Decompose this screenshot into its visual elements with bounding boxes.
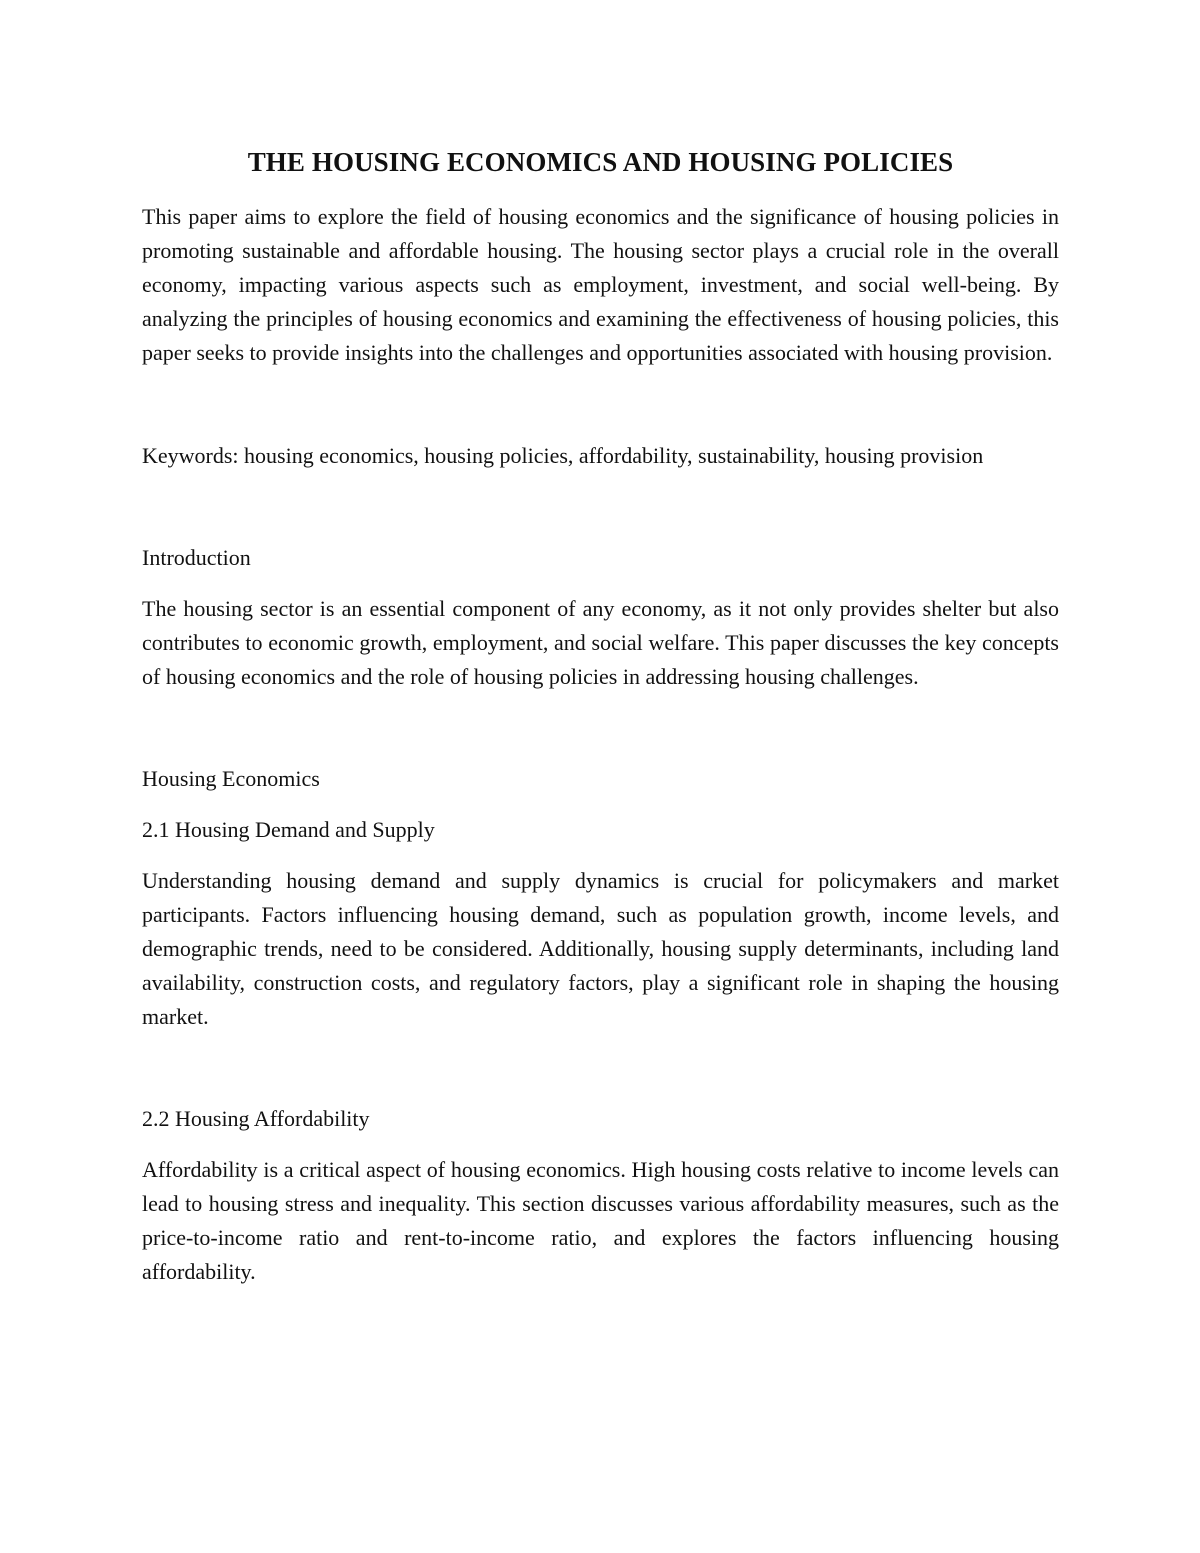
keywords-paragraph: Keywords: housing economics, housing policies, affordability, sustainability, housing provision — [142, 443, 984, 468]
document-content — [142, 140, 1059, 1289]
introduction-heading: Introduction — [142, 545, 251, 570]
section-2-1-paragraph: Understanding housing demand and supply dynamics is crucial for policymakers and market participants. Factors influencing housing demand, such as population growth, income levels, and demographic trends, need to be considered. Additionally, housing supply determinants, including land availability, construction costs, and regulatory factors, play a significant role in shaping the housing market. — [142, 868, 1059, 1029]
section-2-1-heading: 2.1 Housing Demand and Supply — [142, 817, 435, 842]
section-2-2-heading: 2.2 Housing Affordability — [142, 1106, 370, 1131]
section-2-2-paragraph: Affordability is a critical aspect of housing economics. High housing costs relative to income levels can lead to housing stress and inequality. This section discusses various affordability measures, such as the price-to-income ratio and rent-to-income ratio, and explores the factors influencing housing affordability. — [142, 1157, 1059, 1284]
introduction-paragraph: The housing sector is an essential component of any economy, as it not only provides shelter but also contributes to economic growth, employment, and social welfare. This paper discusses the key concepts of housing economics and the role of housing policies in addressing housing challenges. — [142, 596, 1059, 689]
housing-economics-heading: Housing Economics — [142, 766, 320, 791]
document-title: THE HOUSING ECONOMICS AND HOUSING POLICIES — [247, 147, 954, 177]
abstract-paragraph: This paper aims to explore the field of housing economics and the significance of housing policies in promoting sustainable and affordable housing. The housing sector plays a crucial role in the overall economy, impacting various aspects such as employment, investment, and social well-being. By analyzing the principles of housing economics and examining the effectiveness of housing policies, this paper seeks to provide insights into the challenges and opportunities associated with housing provision. — [142, 204, 1059, 365]
